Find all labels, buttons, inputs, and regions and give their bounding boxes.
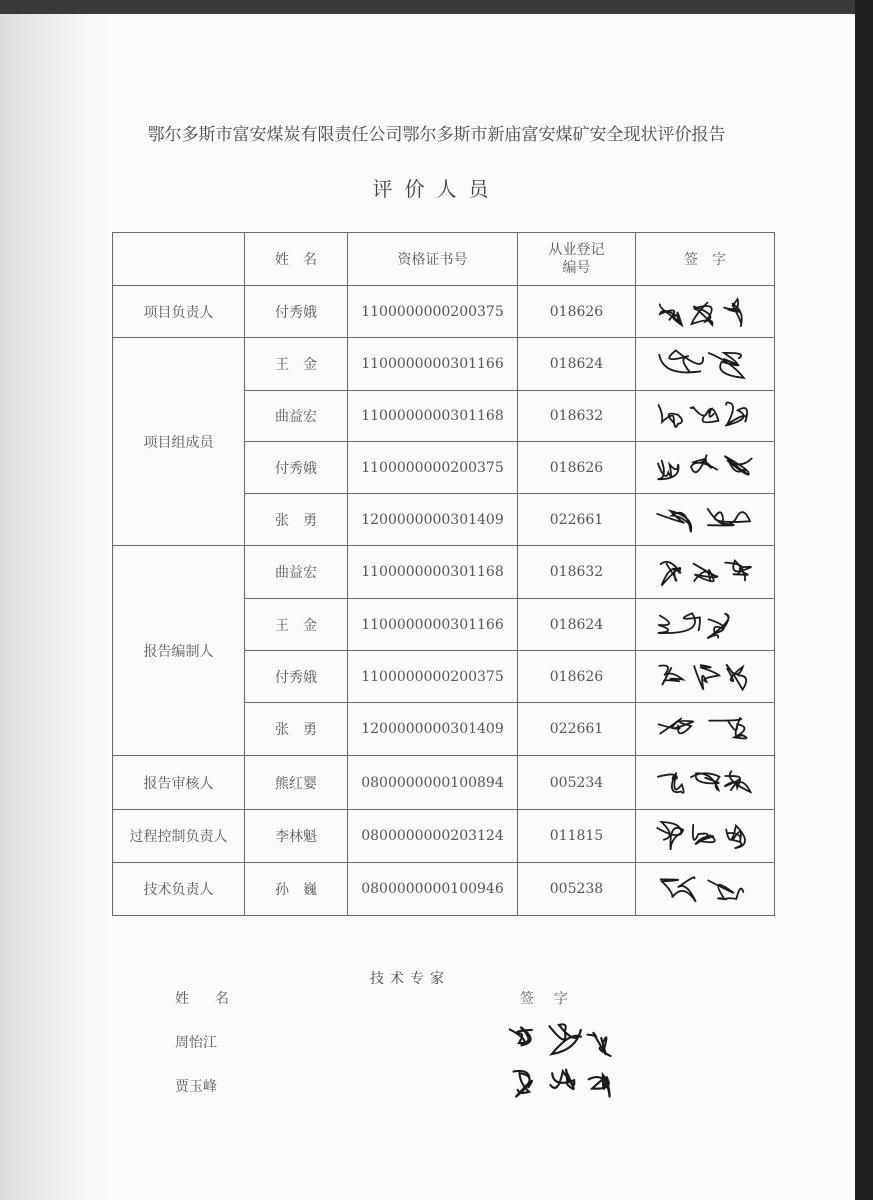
signature-stroke (588, 1033, 611, 1056)
header-reg-line1: 从业登记 (548, 242, 605, 258)
person-name: 张 勇 (245, 494, 348, 546)
signature-scribble (645, 342, 765, 386)
signature-stroke (707, 613, 728, 638)
registration-number: 022661 (518, 703, 636, 756)
registration-number: 018626 (518, 286, 636, 338)
role-cell: 技术负责人 (113, 863, 245, 916)
signature-stroke (657, 511, 691, 532)
table-row (113, 863, 775, 916)
signature-stroke (661, 877, 696, 901)
signature-stroke (724, 299, 742, 326)
signature-stroke (658, 773, 684, 793)
signature-stroke (694, 665, 719, 690)
role-cell: 项目组成员 (113, 338, 245, 546)
certificate-number: 1100000000301166 (348, 338, 518, 391)
signature-scribble (645, 655, 765, 699)
table-header-row (113, 233, 775, 286)
signature-scribble (645, 814, 765, 858)
signature-stroke (724, 771, 750, 792)
expert-name: 贾玉峰 (175, 1079, 217, 1095)
person-name: 李林魁 (245, 810, 348, 863)
handwritten-signature (636, 756, 775, 810)
registration-number: 022661 (518, 494, 636, 546)
person-name: 孙 巍 (245, 863, 348, 916)
person-name: 曲益宏 (245, 546, 348, 599)
certificate-number: 0800000000100894 (348, 756, 518, 810)
person-name: 王 金 (245, 338, 348, 391)
certificate-number: 0800000000203124 (348, 810, 518, 863)
certificate-number: 1100000000200375 (348, 286, 518, 338)
person-name: 曲益宏 (245, 391, 348, 442)
experts-title: 技术专家 (370, 971, 450, 987)
handwritten-signature (636, 546, 775, 599)
signature-stroke (658, 460, 679, 479)
person-name: 熊红婴 (245, 756, 348, 810)
handwritten-signature (636, 442, 775, 494)
role-cell: 过程控制负责人 (113, 810, 245, 863)
expert-name: 周怡江 (175, 1035, 217, 1051)
signature-scribble (645, 550, 765, 594)
person-name: 张 勇 (245, 703, 348, 756)
registration-number: 011815 (518, 810, 636, 863)
registration-number: 018632 (518, 546, 636, 599)
header-reg (518, 233, 636, 286)
certificate-number: 1200000000301409 (348, 494, 518, 546)
signature-stroke (726, 664, 746, 689)
signature-stroke (691, 773, 720, 790)
table-row (113, 286, 775, 338)
signature-stroke (691, 454, 717, 471)
signature-scribble (645, 290, 765, 334)
handwritten-signature (636, 286, 775, 338)
document-title: 鄂尔多斯市富安煤炭有限责任公司鄂尔多斯市新庙富安煤矿安全现状评价报告 (147, 125, 726, 145)
handwritten-signature (636, 494, 775, 546)
person-name: 付秀娥 (245, 651, 348, 703)
signature-stroke (691, 406, 719, 422)
person-name: 付秀娥 (245, 286, 348, 338)
handwritten-signature (636, 338, 775, 391)
certificate-number: 1200000000301409 (348, 703, 518, 756)
registration-number: 018626 (518, 442, 636, 494)
certificate-number: 1100000000200375 (348, 651, 518, 703)
signature-stroke (726, 826, 745, 849)
signature-stroke (708, 881, 743, 900)
handwritten-signature (636, 651, 775, 703)
table-row (113, 338, 775, 391)
header-reg-line2: 编号 (562, 260, 591, 276)
certificate-number: 0800000000100946 (348, 863, 518, 916)
signature-stroke (549, 1024, 581, 1054)
experts-header-name: 姓名 (175, 991, 255, 1007)
table-row (113, 810, 775, 863)
signature-stroke (659, 350, 703, 372)
section-title: 评价人员 (372, 177, 501, 201)
person-name: 付秀娥 (245, 442, 348, 494)
registration-number: 018626 (518, 651, 636, 703)
evaluation-staff-table (112, 232, 775, 916)
signature-stroke (510, 1027, 532, 1046)
signature-scribble (645, 603, 765, 647)
signature-stroke (589, 1075, 610, 1098)
signature-stroke (708, 509, 750, 525)
handwritten-signature (636, 810, 775, 863)
signature-stroke (658, 613, 700, 633)
signature-stroke (726, 402, 747, 425)
signature-stroke (659, 405, 683, 427)
handwritten-signature (636, 391, 775, 442)
header-sign: 签 字 (636, 233, 775, 286)
signature-scribble (495, 1056, 635, 1112)
certificate-number: 1100000000301166 (348, 599, 518, 651)
signature-stroke (659, 665, 683, 684)
header-name: 姓 名 (245, 233, 348, 286)
table-row (113, 546, 775, 599)
person-name: 王 金 (245, 599, 348, 651)
role-cell: 报告审核人 (113, 756, 245, 810)
experts-header-sign: 签字 (520, 991, 588, 1007)
signature-stroke (693, 825, 715, 844)
signature-stroke (709, 718, 746, 738)
signature-scribble (645, 394, 765, 438)
signature-stroke (550, 1070, 574, 1090)
signature-stroke (694, 564, 718, 582)
table-row (113, 756, 775, 810)
signature-stroke (661, 562, 681, 586)
signature-scribble (645, 498, 765, 542)
signature-stroke (514, 1071, 532, 1097)
signature-scribble (645, 446, 765, 490)
scan-top-edge (0, 0, 873, 14)
header-role-blank (113, 233, 245, 286)
registration-number: 018624 (518, 599, 636, 651)
signature-stroke (660, 304, 682, 325)
signature-stroke (725, 561, 751, 581)
certificate-number: 1100000000301168 (348, 546, 518, 599)
registration-number: 005234 (518, 756, 636, 810)
registration-number: 018624 (518, 338, 636, 391)
signature-scribble (645, 707, 765, 751)
signature-stroke (657, 822, 683, 850)
handwritten-signature (636, 599, 775, 651)
expert-signature (495, 1056, 635, 1116)
signature-stroke (709, 353, 744, 378)
signature-scribble (645, 867, 765, 911)
role-cell: 项目负责人 (113, 286, 245, 338)
registration-number: 005238 (518, 863, 636, 916)
handwritten-signature (636, 863, 775, 916)
signature-stroke (692, 302, 713, 324)
signature-stroke (659, 718, 694, 733)
role-cell: 报告编制人 (113, 546, 245, 756)
certificate-number: 1100000000200375 (348, 442, 518, 494)
handwritten-signature (636, 703, 775, 756)
header-cert: 资格证书号 (348, 233, 518, 286)
signature-stroke (725, 455, 752, 474)
registration-number: 018632 (518, 391, 636, 442)
certificate-number: 1100000000301168 (348, 391, 518, 442)
signature-scribble (645, 761, 765, 805)
